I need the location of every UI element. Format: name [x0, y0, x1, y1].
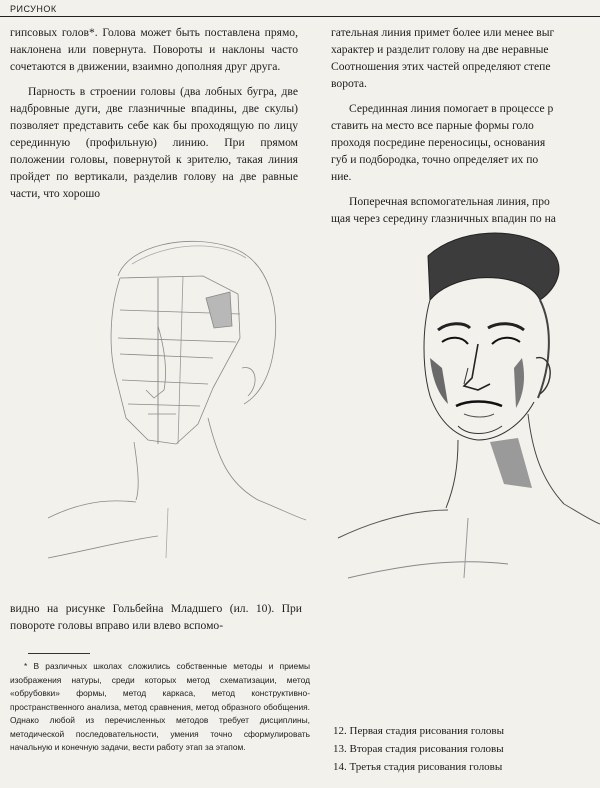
caption-14: 14. Третья стадия рисования головы — [333, 761, 503, 773]
paragraph: гипсовых голов*. Голова может быть поставлена прямо, наклонена или повернута. Повороты и наклоны часто сочетаются в движении, взаимно дополняя друг друга. — [10, 26, 298, 73]
text-line: ние. — [331, 170, 352, 183]
text-line: Серединная линия помогает в процессе р — [349, 102, 554, 115]
footnote — [10, 660, 310, 755]
section-label: РИСУНОК — [10, 4, 57, 14]
text-line: проходя посредине переносицы, основания — [331, 136, 546, 149]
text-line: щая через середину глазничных впадин по на — [331, 212, 556, 225]
text-line: губ и подбородка, точно определяет их по — [331, 153, 539, 166]
paragraph: Парность в строении головы (два лобных бугра, две надбровные дуги, две глазничные впадины, две скулы) позволяет представить себе как бы проходящую по лицу серединную (профильную) линию. При прямом положении головы, повернутой к зрителю, такая линия пройдет по вертикали, разделив голову на две равные части, что хорошо — [10, 85, 298, 200]
header-rule — [0, 16, 600, 17]
text-line: гательная линия примет более или менее выг — [331, 26, 555, 39]
right-text-column — [331, 24, 600, 227]
text-line: ворота. — [331, 77, 367, 90]
paragraph: видно на рисунке Гольбейна Младшего (ил. 10). При повороте головы вправо или влево вспомо- — [10, 602, 302, 632]
bottom-text — [10, 600, 302, 634]
figure-captions — [333, 722, 593, 776]
caption-12: 12. Первая стадия рисования головы — [333, 725, 505, 737]
text-line: характер и разделит голову на две неравные — [331, 43, 549, 56]
text-line: Поперечная вспомогательная линия, про — [349, 195, 550, 208]
head-construction-sketch — [8, 218, 308, 598]
head-portrait-drawing — [318, 218, 600, 618]
caption-13: 13. Вторая стадия рисования головы — [333, 743, 504, 755]
page-header — [0, 0, 600, 20]
footnote-text: * В различных школах сложились собственные методы и приемы изображения натуры, среди которых метод схематизации, метод «обрубовки» формы, метод каркаса, метод конструктивно-пространственного анализа, метод сравнения, метод образного обобщения. Однако любой из перечисленных методов требует дисциплины, методической последовательности, умения точно сформулировать начальную и конечную задачи, вести работу этап за этапом. — [10, 661, 310, 752]
left-text-column — [10, 24, 298, 202]
footnote-rule — [28, 653, 90, 654]
text-line: ставить на место все парные формы голо — [331, 119, 534, 132]
text-line: Соотношения этих частей определяют степе — [331, 60, 551, 73]
